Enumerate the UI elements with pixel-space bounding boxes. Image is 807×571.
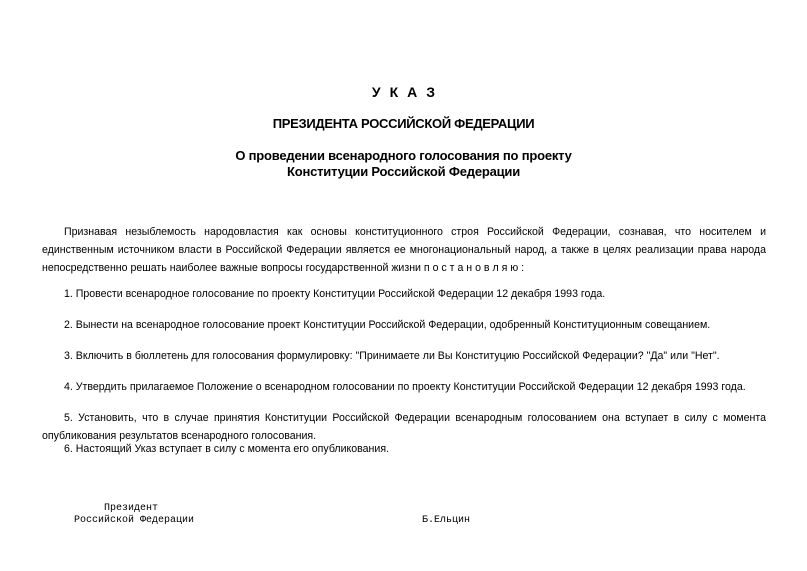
signature-name: Б.Ельцин <box>422 515 471 526</box>
clause-6: 6. Настоящий Указ вступает в силу с момента его опубликования. <box>64 443 390 455</box>
subject-line-2: Конституции Российской Федерации <box>286 164 521 179</box>
document-subject <box>0 148 807 180</box>
clause-4: 4. Утвердить прилагаемое Положение о всенародном голосовании по проекту Конституции Российской Федерации 12 декабря 1993 года. <box>64 381 746 393</box>
clause-2: 2. Вынести на всенародное голосование проект Конституции Российской Федерации, одобренный Конституционным совещанием. <box>64 319 711 331</box>
signature-role-line-2: Российской Федерации <box>74 515 195 526</box>
signature-role-line-1: Президент <box>104 503 159 514</box>
document-issuer: ПРЕЗИДЕНТА РОССИЙСКОЙ ФЕДЕРАЦИИ <box>272 116 535 131</box>
clause-1: 1. Провести всенародное голосование по проекту Конституции Российской Федерации 12 декабря 1993 года. <box>64 288 606 300</box>
intro-paragraph: Признавая незыблемость народовластия как основы конституционного строя Российской Федерации, сознавая, что носителем и единственным источником власти в Российской Федерации является ее многонациональный народ, а также в целях реализации права народа непосредственно решать наиболее важные вопросы государственной жизни п о с т а н о в л я ю : <box>42 226 766 274</box>
clause-3: 3. Включить в бюллетень для голосования формулировку: "Принимаете ли Вы Конституцию Российской Федерации? "Да" или "Нет". <box>64 350 720 362</box>
clause-5: 5. Установить, что в случае принятия Конституции Российской Федерации всенародным голосованием она вступает в силу с момента опубликования результатов всенародного голосования. <box>42 412 766 442</box>
document-heading: УКАЗ <box>371 84 445 100</box>
subject-line-1: О проведении всенародного голосования по проекту <box>235 148 572 163</box>
